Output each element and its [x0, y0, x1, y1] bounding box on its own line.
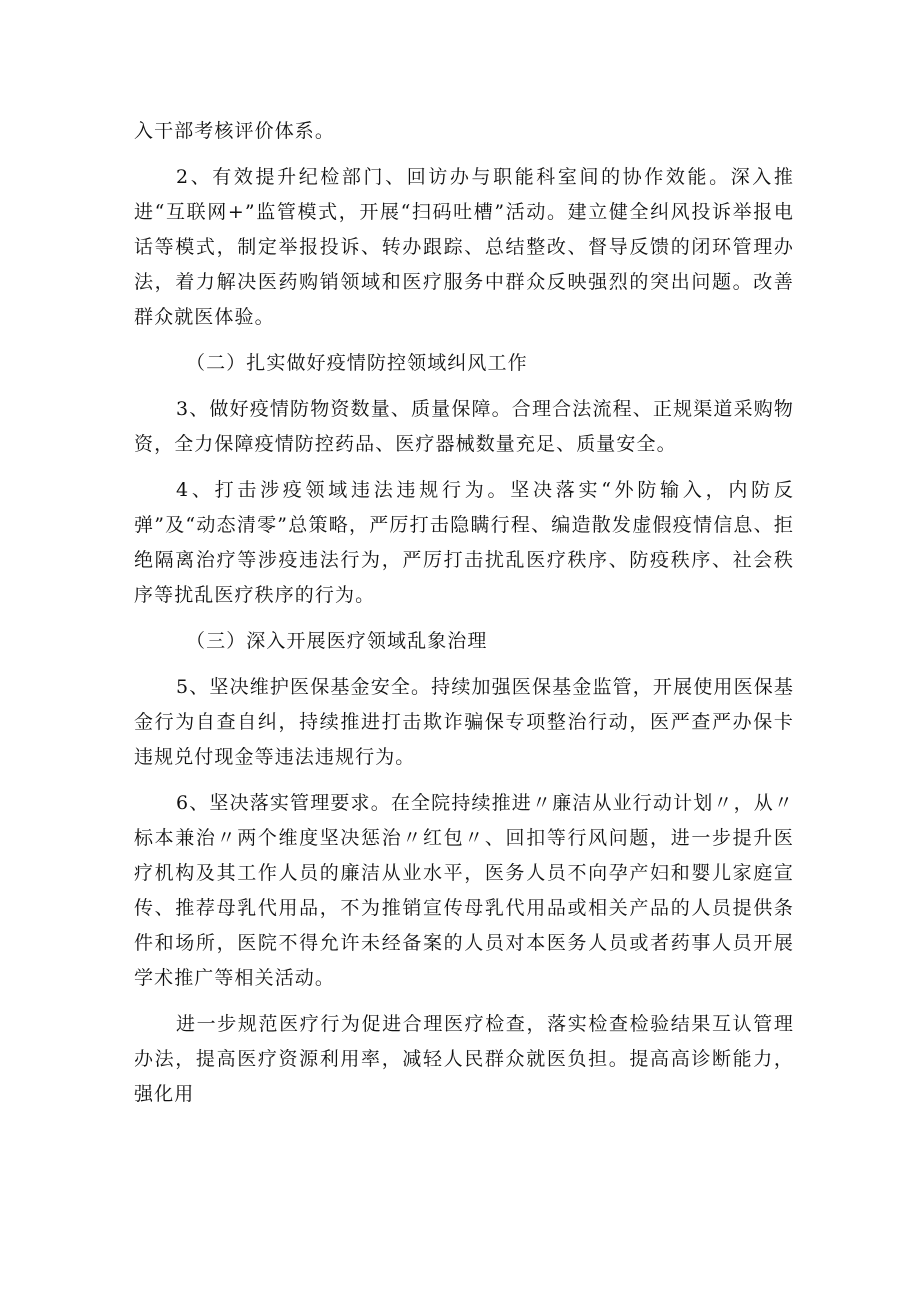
paragraph-closing: 进一步规范医疗行为促进合理医疗检查，落实检查检验结果互认管理办法，提高医疗资源利用率，减轻人民群众就医负担。提高高诊断能力，强化用 — [134, 1013, 794, 1105]
document-body — [134, 114, 794, 1112]
paragraph-item-4: 4、打击涉疫领域违法违规行为。坚决落实“外防输入，内防反弹”及“动态清零”总策略，严厉打击隐瞒行程、编造散发虚假疫情信息、拒绝隔离治疗等涉疫违法行为，严厉打击扰乱医疗秩序、防疫秩序、社会秩序等扰乱医疗秩序的行为。 — [134, 479, 794, 606]
section-heading-3: （三）深入开展医疗领域乱象治理 — [186, 630, 488, 652]
paragraph-item-2: 2、有效提升纪检部门、回访办与职能科室间的协作效能。深入推进“互联网+”监管模式，开展“扫码吐槽”活动。建立健全纠风投诉举报电话等模式，制定举报投诉、转办跟踪、总结整改、督导反馈的闭环管理办法，着力解决医药购销领域和医疗服务中群众反映强烈的突出问题。改善群众就医体验。 — [134, 166, 794, 328]
paragraph-item-5: 5、坚决维护医保基金安全。持续加强医保基金监管，开展使用医保基金行为自查自纠，持续推进打击欺诈骗保专项整治行动，医严查严办保卡违规兑付现金等违法违规行为。 — [134, 676, 794, 768]
paragraph-item-6: 6、坚决落实管理要求。在全院持续推进〃廉洁从业行动计划〃，从〃标本兼治〃两个维度坚决惩治〃红包〃、回扣等行风问题，进一步提升医疗机构及其工作人员的廉洁从业水平，医务人员不向孕产妇和婴儿家庭宣传、推荐母乳代用品，不为推销宣传母乳代用品或相关产品的人员提供条件和场所，医院不得允许未经备案的人员对本医务人员或者药事人员开展学术推广等相关活动。 — [134, 792, 794, 989]
paragraph-item-3: 3、做好疫情防物资数量、质量保障。合理合法流程、正规渠道采购物资，全力保障疫情防控药品、医疗器械数量充足、质量安全。 — [134, 398, 794, 455]
paragraph-continuation: 入干部考核评价体系。 — [134, 120, 336, 142]
section-heading-2: （二）扎实做好疫情防控领域纠风工作 — [186, 352, 528, 374]
